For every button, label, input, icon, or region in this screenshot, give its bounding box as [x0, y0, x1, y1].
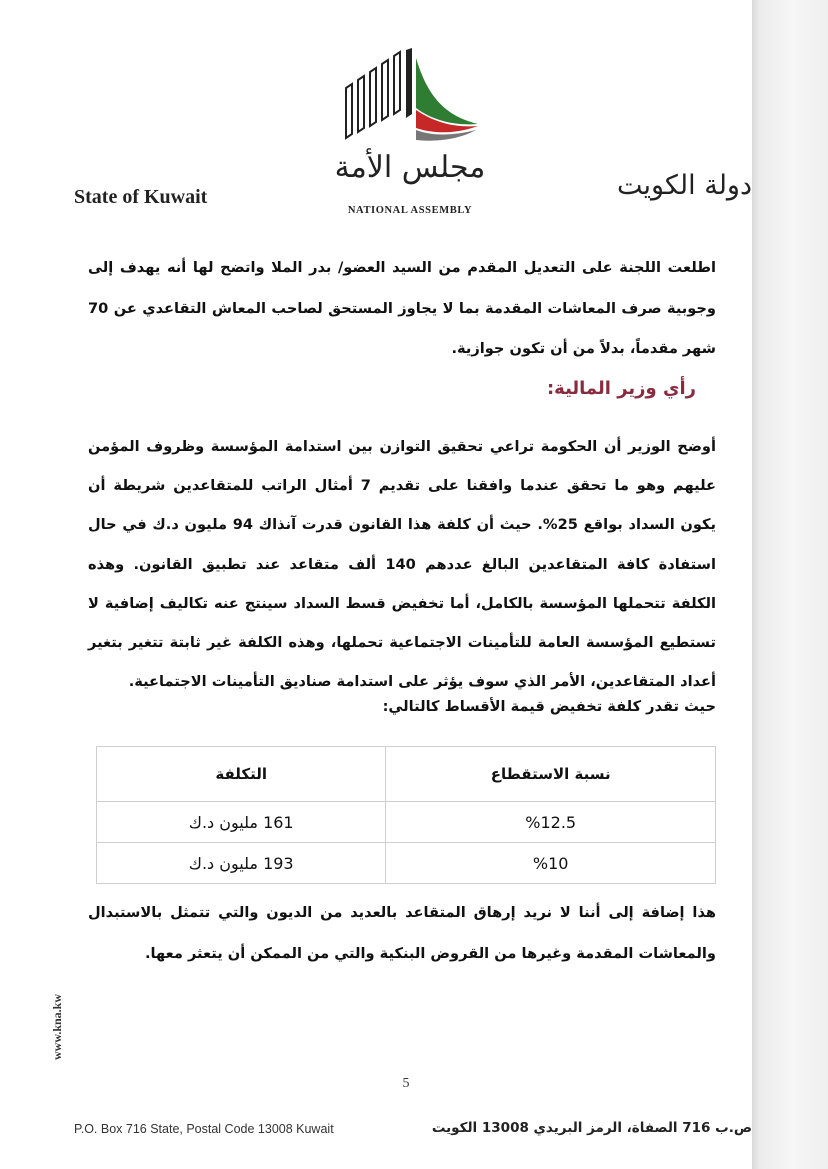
cost-cell: 193 مليون د.ك [97, 843, 386, 884]
table-row [97, 843, 716, 884]
national-assembly-logo-icon [336, 48, 486, 148]
state-name-arabic: دولة الكويت [617, 170, 752, 201]
state-name-english: State of Kuwait [74, 186, 208, 208]
column-header-cost: التكلفة [97, 747, 386, 802]
table-intro-text: حيث تقدر كلفة تخفيض قيمة الأقساط كالتالي: [382, 698, 716, 715]
cost-cell: 161 مليون د.ك [97, 802, 386, 843]
minister-opinion-paragraph: أوضح الوزير أن الحكومة تراعي تحقيق التوازن بين استدامة المؤسسة وظروف المؤمن عليهم وهو ما تحقق عندما وافقنا على تقديم 7 أمثال الراتب للمتقاعدين شريطة أن يكون السداد بواقع 25%. حيث أن كلفة هذا القانون قدرت آنذاك 94 مليون د.ك في حال استفادة كافة المتقاعدين البالغ عددهم 140 ألف متقاعد عند تطبيق القانون. وهذه الكلفة تتحملها المؤسسة بالكامل، أما تخفيض قسط السداد سينتج عنه تكاليف إضافية لا تستطيع المؤسسة العامة للتأمينات الاجتماعية تحملها، وهذه الكلفة غير ثابتة تتغير بتغير أعداد المتقاعدين، الأمر الذي سوف يؤثر على استدامة صناديق التأمينات الاجتماعية. [88, 438, 717, 691]
table-row [97, 802, 716, 843]
deduction-rate-cell: %12.5 [386, 802, 716, 843]
table-header-row [97, 747, 716, 802]
committee-paragraph: اطلعت اللجنة على التعديل المقدم من السيد العضو/ بدر الملا واتضح لها أنه يهدف إلى وجوبية صرف المعاشات المقدمة بما لا يجاوز المستحق لصاحب المعاش التقاعدي عن 70 شهر مقدماً، بدلاً من أن تكون جوازية. [88, 259, 716, 357]
closing-paragraph: هذا إضافة إلى أننا لا نريد إرهاق المتقاعد بالعديد من الديون والتي تتمثل بالاستبدال والمعاشات المقدمة وغيرها من القروض البنكية والتي من الممكن أن يتعثر معها. [88, 904, 716, 962]
deduction-rate-cell: %10 [386, 843, 716, 884]
page-number: 5 [402, 1076, 410, 1091]
assembly-name-arabic: مجلس الأمة [334, 150, 486, 185]
page-edge [752, 0, 828, 1169]
section-heading: رأي وزير المالية: [546, 378, 696, 399]
assembly-name-english: NATIONAL ASSEMBLY [347, 205, 473, 216]
cost-table [96, 746, 716, 884]
footer-address-arabic: ص.ب 716 الصفاة، الرمز البريدي 13008 الكويت [431, 1120, 752, 1136]
footer-address-english: P.O. Box 716 State, Postal Code 13008 Kuwait [74, 1122, 334, 1136]
website-link[interactable]: www.kna.kw [50, 993, 64, 1060]
column-header-deduction-rate: نسبة الاستقطاع [386, 747, 716, 802]
